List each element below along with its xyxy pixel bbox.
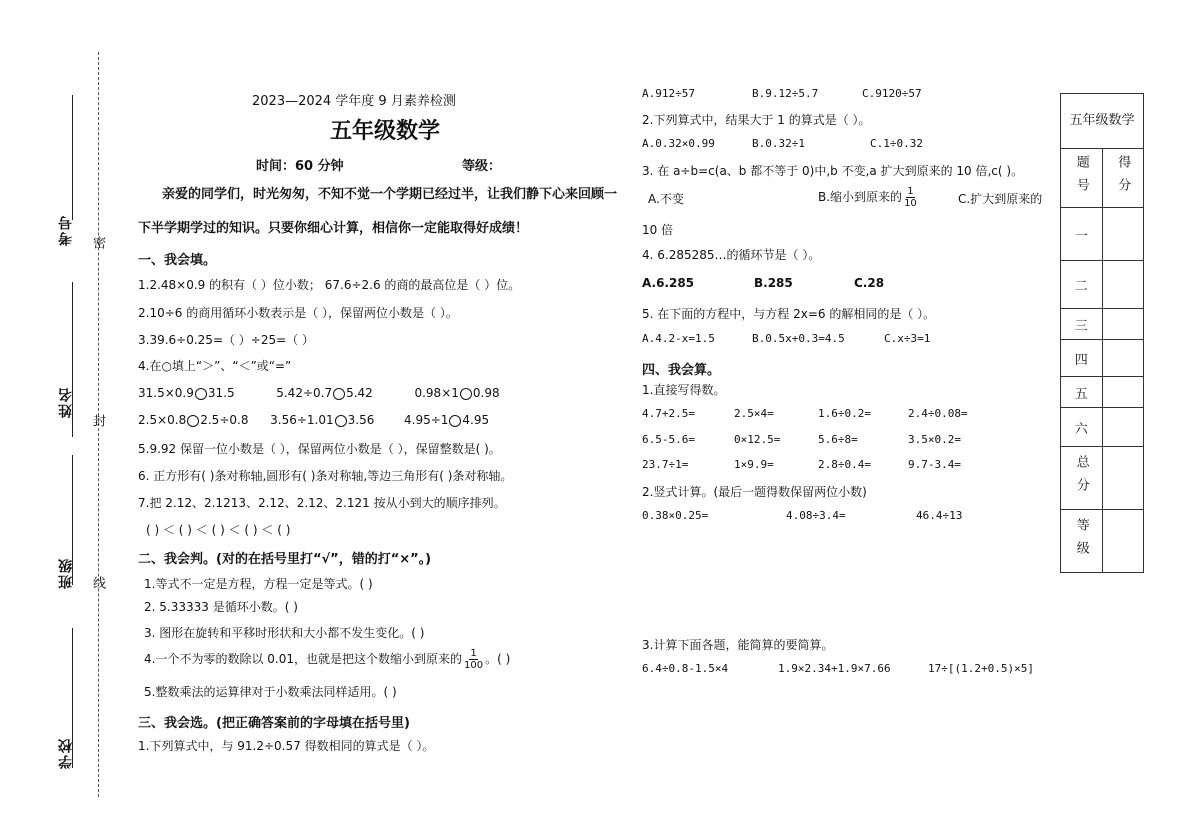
s3-q2-opt-a: A.0.32×0.99 bbox=[642, 137, 715, 150]
s3-q4-opt-c: C.28 bbox=[854, 276, 885, 290]
score-cell[interactable] bbox=[1102, 408, 1144, 447]
compare-left: 0.98×1 bbox=[414, 386, 459, 400]
score-row-label: 等级 bbox=[1061, 510, 1103, 573]
score-table-head: 五年级数学 bbox=[1061, 94, 1144, 149]
score-cell[interactable] bbox=[1102, 377, 1144, 408]
compare-right: 3.56 bbox=[347, 413, 375, 427]
seal-mark-feng: 封 bbox=[90, 414, 105, 427]
score-row-label: 总分 bbox=[1061, 447, 1103, 510]
s3-q1-opt-a: A.912÷57 bbox=[642, 87, 695, 100]
compare-right: 2.5÷0.8 bbox=[200, 413, 249, 427]
score-col-question: 题号 bbox=[1061, 149, 1103, 208]
seal-mark-mi: 密 bbox=[90, 236, 105, 249]
score-cell[interactable] bbox=[1102, 208, 1144, 261]
s3-q3-opt-b bbox=[818, 186, 919, 209]
fraction-denominator: 100 bbox=[464, 660, 484, 671]
intro-line-1: 亲爱的同学们，时光匆匆，不知不觉一个学期已经过半，让我们静下心来回顾一 bbox=[162, 187, 618, 202]
score-col-score: 得分 bbox=[1102, 149, 1144, 208]
s3-q2-opt-b: B.0.32÷1 bbox=[752, 137, 805, 150]
s3-q3: 3. 在 a÷b=c(a、b 都不等于 0)中,b 不变,a 扩大到原来的 10 倍,c( )。 bbox=[642, 164, 1024, 178]
s2-q4 bbox=[144, 648, 510, 671]
section2-title: 二、我会判。(对的在括号里打“√”，错的打“×”。) bbox=[138, 552, 432, 567]
score-cell[interactable] bbox=[1102, 447, 1144, 510]
fraction-numerator: 1 bbox=[470, 648, 477, 659]
s3-q3-opt-b-text: B.缩小到原来的 bbox=[818, 190, 903, 204]
direct-calc: 9.7-3.4= bbox=[908, 458, 961, 471]
compare-circle[interactable] bbox=[449, 415, 461, 427]
s1-q2: 2.10÷6 的商用循环小数表示是（ ），保留两位小数是（ ）。 bbox=[138, 306, 458, 320]
compare-row-1 bbox=[138, 386, 500, 400]
section1-title: 一、我会填。 bbox=[138, 253, 217, 268]
s3-q1: 1.下列算式中，与 91.2÷0.57 得数相同的算式是（ ）。 bbox=[138, 739, 435, 753]
time-label: 时间：60 分钟 bbox=[256, 159, 344, 174]
intro-line-2: 下半学期学过的知识。只要你细心计算，相信你一定能取得好成绩！ bbox=[138, 221, 529, 236]
score-cell[interactable] bbox=[1102, 309, 1144, 340]
s3-q4-opt-b: B.285 bbox=[754, 276, 793, 290]
vertical-calc: 4.08÷3.4= bbox=[786, 509, 846, 522]
s3-q3-opt-a: A.不变 bbox=[648, 192, 684, 206]
direct-calc: 23.7÷1= bbox=[642, 458, 689, 471]
section3-title: 三、我会选。(把正确答案前的字母填在括号里) bbox=[138, 716, 410, 731]
direct-calc: 3.5×0.2= bbox=[908, 433, 961, 446]
s3-q4-opt-a: A.6.285 bbox=[642, 276, 695, 290]
compare-right: 4.95 bbox=[462, 413, 490, 427]
compare-right: 31.5 bbox=[207, 386, 235, 400]
compare-circle[interactable] bbox=[460, 388, 472, 400]
compare-row-2 bbox=[138, 413, 489, 427]
compare-left: 3.56÷1.01 bbox=[270, 413, 334, 427]
compare-circle[interactable] bbox=[335, 415, 347, 427]
s2-q4-blank: 。( ) bbox=[485, 652, 511, 666]
exam-no-label: 考号 bbox=[58, 214, 74, 246]
direct-calc: 6.5-5.6= bbox=[642, 433, 695, 446]
compare-left: 4.95÷1 bbox=[404, 413, 449, 427]
direct-calc: 2.4÷0.08= bbox=[908, 407, 968, 420]
score-cell[interactable] bbox=[1102, 261, 1144, 309]
subject-title: 五年级数学 bbox=[330, 119, 441, 144]
s3-q5-opt-a: A.4.2-x=1.5 bbox=[642, 332, 715, 345]
compare-right: 0.98 bbox=[472, 386, 500, 400]
seal-mark-xian: 线 bbox=[90, 576, 105, 589]
vertical-calc: 46.4÷13 bbox=[916, 509, 963, 522]
section4-title: 四、我会算。 bbox=[642, 363, 721, 378]
direct-calc: 2.8÷0.4= bbox=[818, 458, 871, 471]
score-table bbox=[1060, 93, 1144, 573]
s1-q3: 3.39.6÷0.25=（ ）÷25=（ ） bbox=[138, 333, 315, 347]
direct-calc: 2.5×4= bbox=[734, 407, 774, 420]
score-row-label: 六 bbox=[1061, 408, 1103, 447]
s1-q1: 1.2.48×0.9 的积有（ ）位小数； 67.6÷2.6 的商的最高位是（ ）位。 bbox=[138, 278, 521, 292]
s1-q4: 4.在○填上“＞”、“＜”或“=” bbox=[138, 359, 292, 373]
s4-sub2: 2.竖式计算。(最后一题得数保留两位小数) bbox=[642, 485, 867, 499]
score-row-label: 二 bbox=[1061, 261, 1103, 309]
s3-q5-opt-c: C.x÷3=1 bbox=[884, 332, 931, 345]
s3-q1-opt-c: C.9120÷57 bbox=[862, 87, 922, 100]
s3-q5: 5. 在下面的方程中，与方程 2x=6 的解相同的是（ ）。 bbox=[642, 307, 936, 321]
direct-calc: 5.6÷8= bbox=[818, 433, 858, 446]
score-row-label: 三 bbox=[1061, 309, 1103, 340]
score-row-label: 一 bbox=[1061, 208, 1103, 261]
compare-left: 31.5×0.9 bbox=[138, 386, 194, 400]
compare-left: 2.5×0.8 bbox=[138, 413, 187, 427]
s1-q6: 6. 正方形有( )条对称轴,圆形有( )条对称轴,等边三角形有( )条对称轴。 bbox=[138, 469, 513, 483]
fraction bbox=[464, 648, 483, 671]
compare-left: 5.42÷0.7 bbox=[276, 386, 333, 400]
s3-q2-opt-c: C.1÷0.32 bbox=[870, 137, 923, 150]
s4-sub3: 3.计算下面各题，能简算的要简算。 bbox=[642, 638, 834, 652]
direct-calc: 1.6÷0.2= bbox=[818, 407, 871, 420]
score-row-label: 五 bbox=[1061, 377, 1103, 408]
vertical-calc: 0.38×0.25= bbox=[642, 509, 709, 522]
s3-q3-opt-c: C.扩大到原来的 bbox=[958, 192, 1043, 206]
direct-calc: 1×9.9= bbox=[734, 458, 774, 471]
s3-q5-opt-b: B.0.5x+0.3=4.5 bbox=[752, 332, 845, 345]
s1-q5: 5.9.92 保留一位小数是（ ），保留两位小数是（ ），保留整数是( )。 bbox=[138, 442, 501, 456]
fraction-denominator: 10 bbox=[904, 198, 917, 209]
compare-right: 5.42 bbox=[346, 386, 373, 400]
s1-q7: 7.把 2.12、2.1213、2.12、2.12、2.121 按从小到大的顺序排列。 bbox=[138, 496, 506, 510]
simplify-calc: 1.9×2.34+1.9×7.66 bbox=[778, 662, 891, 675]
s3-q3-opt-c-cont: 10 倍 bbox=[642, 223, 674, 237]
s2-q4-text: 4.一个不为零的数除以 0.01，也就是把这个数缩小到原来的 bbox=[144, 652, 462, 666]
compare-circle[interactable] bbox=[195, 388, 207, 400]
direct-calc: 4.7+2.5= bbox=[642, 407, 695, 420]
compare-circle[interactable] bbox=[187, 415, 199, 427]
s2-q3: 3. 图形在旋转和平移时形状和大小都不发生变化。( ) bbox=[144, 626, 425, 640]
score-cell[interactable] bbox=[1102, 340, 1144, 377]
s3-q4: 4. 6.285285…的循环节是（ ）。 bbox=[642, 248, 821, 262]
score-row-label: 四 bbox=[1061, 340, 1103, 377]
s4-sub1: 1.直接写得数。 bbox=[642, 383, 726, 397]
s2-q1: 1.等式不一定是方程，方程一定是等式。( ) bbox=[144, 577, 373, 591]
s1-q7-blanks: ( ) ＜ ( ) ＜ ( ) ＜ ( ) ＜ ( ) bbox=[146, 523, 291, 537]
name-label: 姓名 bbox=[58, 386, 74, 418]
class-label: 班级 bbox=[58, 557, 74, 589]
grade-label: 等级： bbox=[462, 159, 502, 174]
direct-calc: 0×12.5= bbox=[734, 433, 781, 446]
s2-q2: 2. 5.33333 是循环小数。( ) bbox=[144, 600, 298, 614]
school-label: 学校 bbox=[58, 737, 74, 769]
fraction bbox=[904, 186, 917, 209]
exam-no-line bbox=[72, 95, 73, 220]
compare-circle[interactable] bbox=[333, 388, 345, 400]
score-cell[interactable] bbox=[1102, 510, 1144, 573]
s2-q5: 5.整数乘法的运算律对于小数乘法同样适用。( ) bbox=[144, 685, 397, 699]
simplify-calc: 17÷[(1.2+0.5)×5] bbox=[928, 662, 1034, 675]
exam-title-line: 2023—2024 学年度 9 月素养检测 bbox=[252, 94, 456, 109]
simplify-calc: 6.4÷0.8-1.5×4 bbox=[642, 662, 729, 675]
fraction-numerator: 1 bbox=[907, 186, 914, 197]
s3-q1-opt-b: B.9.12÷5.7 bbox=[752, 87, 819, 100]
s3-q2: 2.下列算式中，结果大于 1 的算式是（ ）。 bbox=[642, 113, 871, 127]
